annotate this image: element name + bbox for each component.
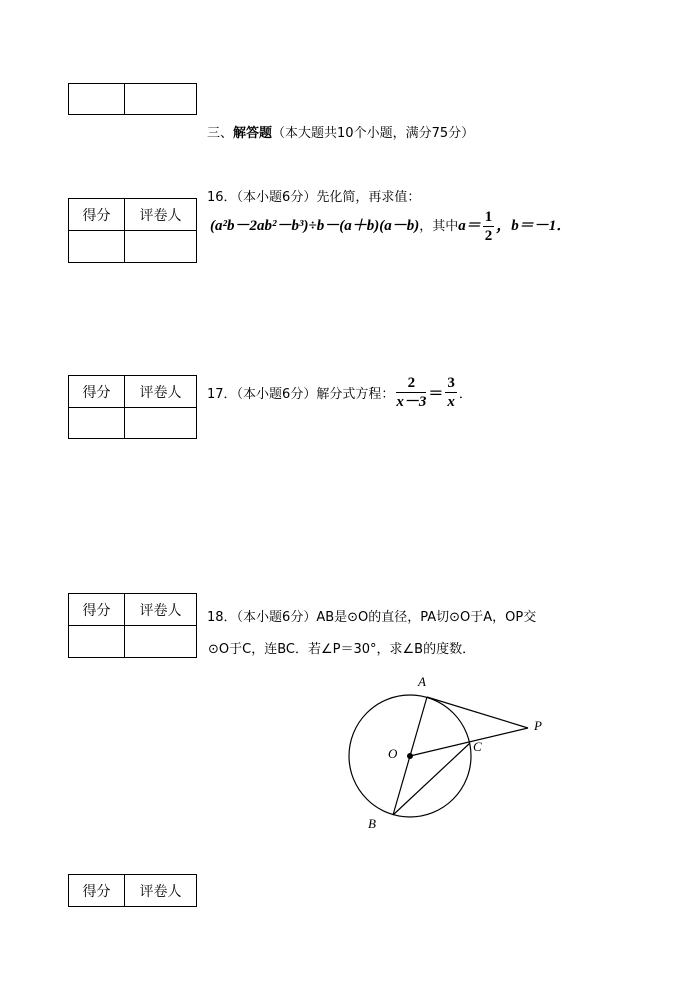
segment-op	[410, 728, 528, 756]
q18-points: （本小题6分）	[236, 610, 317, 625]
q16-a-lhs: a＝	[458, 218, 481, 234]
score-cell	[69, 84, 125, 114]
segment-bc	[393, 743, 470, 815]
label-o: O	[388, 746, 398, 761]
grader-label: 评卷人	[125, 199, 196, 231]
q17-instruction: 解分式方程：	[316, 387, 395, 402]
q18-number: 18．	[207, 610, 237, 625]
score-label: 得分	[69, 594, 125, 626]
label-c: C	[473, 739, 482, 754]
q16-heading	[207, 186, 420, 205]
q16-number: 16．	[207, 190, 237, 205]
section-title-note: （本大题共10个小题，满分75分）	[272, 126, 475, 141]
q18-diagram	[340, 670, 560, 840]
score-table-q16	[68, 198, 197, 263]
grader-label: 评卷人	[125, 594, 196, 626]
score-label: 得分	[69, 376, 125, 408]
section-title-bold: 解答题	[233, 126, 273, 141]
q18-text1: AB是⊙O的直径，PA切⊙O于A，OP交	[316, 610, 537, 625]
score-table-bottom	[68, 874, 197, 907]
q17-number: 17．	[207, 387, 237, 402]
score-value	[69, 626, 125, 657]
q16-a-num: 1	[484, 209, 493, 225]
q17-points: （本小题6分）	[236, 387, 317, 402]
score-value	[69, 408, 125, 438]
q16-expression	[210, 208, 571, 245]
score-value	[69, 231, 125, 262]
q18-line1	[207, 606, 536, 625]
q17-lhs-num: 2	[396, 374, 426, 393]
q16-instruction: 先化简，再求值：	[316, 190, 421, 205]
label-a: A	[418, 674, 426, 689]
q17-line	[207, 374, 472, 411]
q17-eq: ＝	[428, 386, 444, 402]
section-title	[207, 122, 474, 141]
q16-a-fraction	[483, 208, 495, 245]
grader-label: 评卷人	[139, 883, 182, 900]
q16-points: （本小题6分）	[236, 190, 317, 205]
score-table-q17	[68, 375, 197, 439]
score-table-top	[68, 83, 197, 115]
q16-b-value: ，b＝－1．	[496, 218, 572, 234]
grader-label: 评卷人	[125, 376, 196, 408]
q18-text2: ⊙O于C，连BC．若∠P＝30°，求∠B的度数．	[208, 642, 476, 657]
q18-line2	[208, 638, 475, 657]
center-dot	[407, 753, 413, 759]
label-b: B	[368, 816, 376, 831]
q17-lhs-den: x－3	[396, 394, 427, 410]
q16-expr: (a²b－2ab²－b³)÷b－(a＋b)(a－b)	[210, 218, 420, 234]
label-p: P	[534, 718, 542, 733]
q16-a-den: 2	[484, 228, 493, 244]
q17-rhs-num: 3	[447, 375, 455, 391]
q17-rhs-den: x	[447, 394, 455, 410]
q17-lhs-fraction	[396, 374, 426, 411]
q17-end: ．	[458, 387, 472, 402]
q17-rhs-fraction	[445, 374, 457, 411]
score-label: 得分	[69, 199, 125, 231]
score-table-q18	[68, 593, 197, 658]
score-label: 得分	[69, 875, 125, 906]
q16-where: ，其中	[419, 219, 459, 234]
segment-ap	[427, 697, 528, 728]
section-title-prefix: 三、	[207, 126, 234, 141]
